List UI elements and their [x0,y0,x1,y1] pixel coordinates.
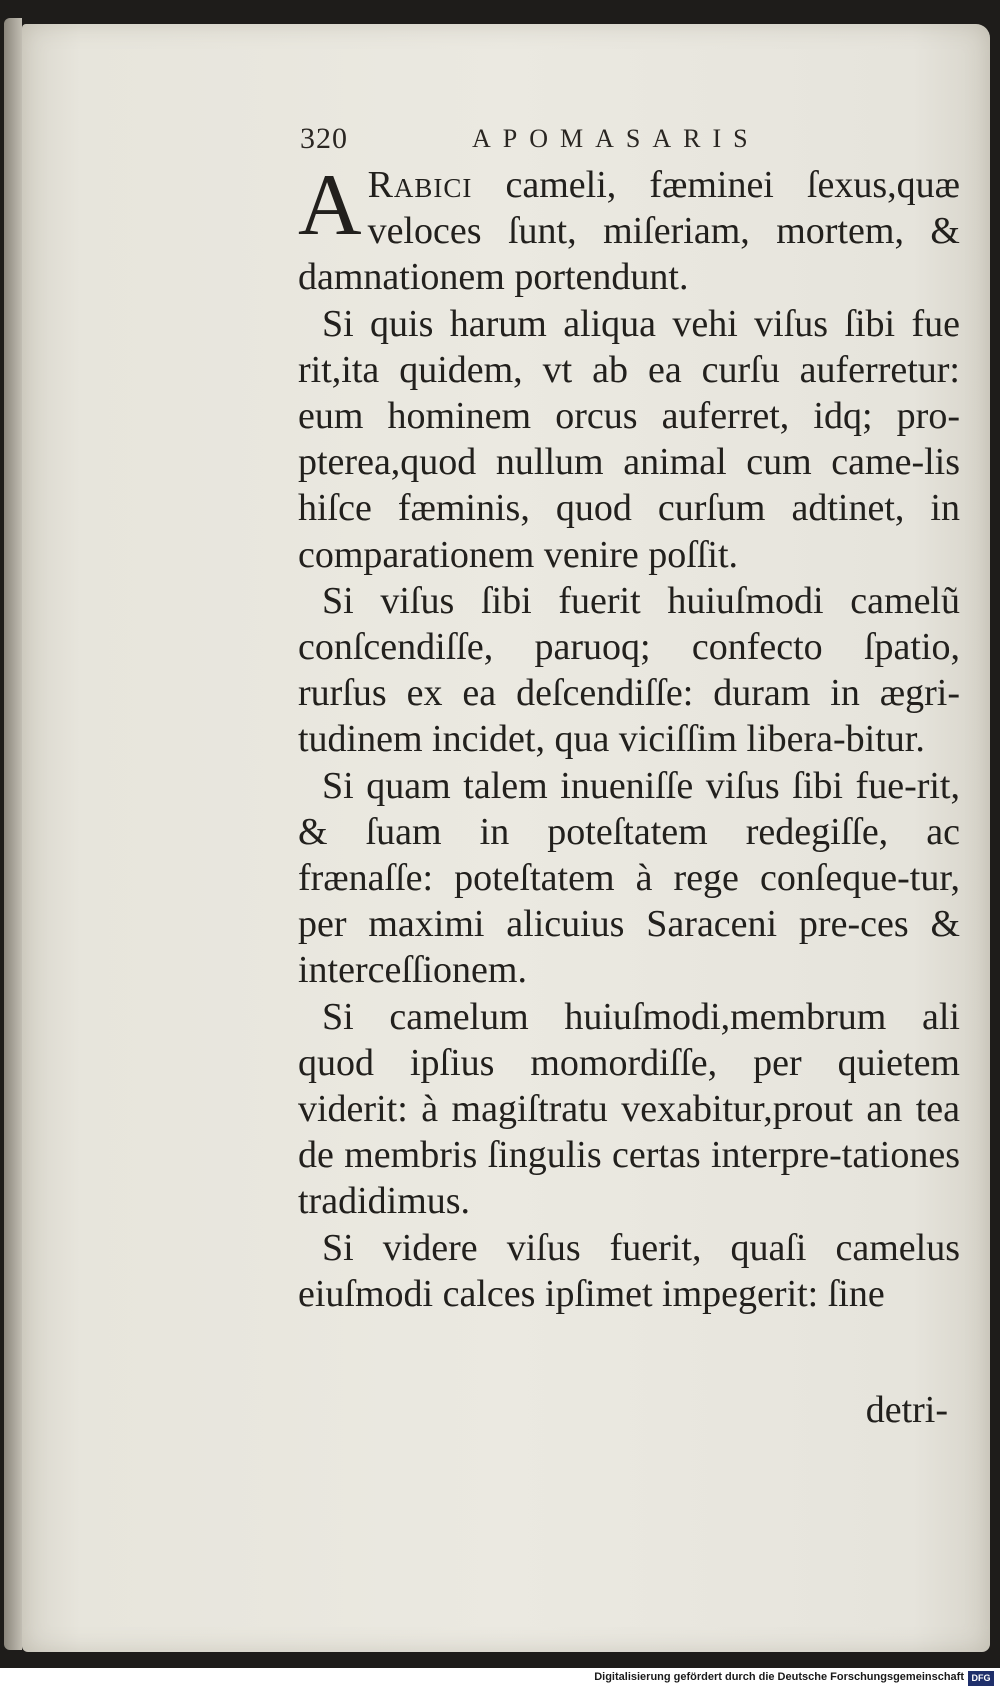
catchword: detri- [865,1389,948,1431]
paragraph-2: Si quis harum aliqua vehi viſus ſibi fue rit,ita quidem, vt ab ea curſu auferretur: eum hominem orcus auferret, idq; pro-pterea,quod nullum animal cum came-lis hiſce fæminis, quod curſum adtinet, in comparationem venire poſſit. [298,302,960,576]
paragraph-3: Si viſus ſibi fuerit huiuſmodi camelũ conſcendiſſe, paruoq; confecto ſpatio, rurſus ex ea deſcendiſſe: duram in ægri-tudinem incidet, qua viciſſim libera-bitur. [298,579,960,761]
funding-credit: Digitalisierung gefördert durch die Deutsche Forschungsgemeinschaft [594,1671,964,1683]
drop-cap: A [298,157,362,254]
dfg-logo-icon: DFG [968,1671,994,1686]
paragraph-6: Si videre viſus fuerit, quaſi camelus eiuſmodi calces ipſimet impegerit: ſine [298,1226,960,1315]
paragraph-5: Si camelum huiuſmodi,membrum ali quod ipſius momordiſſe, per quietem viderit: à magiſtratu vexabitur,prout an tea de membris ſingulis certas interpre-tationes tradidimus. [298,995,960,1223]
first-word: Rabici [367,164,473,206]
running-title: APOMASARIS [472,124,760,153]
page-number: 320 [300,122,348,155]
body-text [298,157,960,1317]
paragraph-1 [298,157,960,301]
page-header [300,122,840,158]
paragraph-4: Si quam talem inueniſſe viſus ſibi fue-rit, & ſuam in poteſtatem redegiſſe, ac frænaſſe: poteſtatem à rege conſeque-tur, per maximi alicuius Saraceni pre-ces & interceſſionem. [298,764,960,992]
footer-bar [0,1668,1000,1690]
page-edge [4,18,22,1650]
paragraph-1-text: cameli, fæminei ſexus,quæ veloces ſunt, miſeriam, mortem, & damnationem portendunt. [298,164,960,299]
